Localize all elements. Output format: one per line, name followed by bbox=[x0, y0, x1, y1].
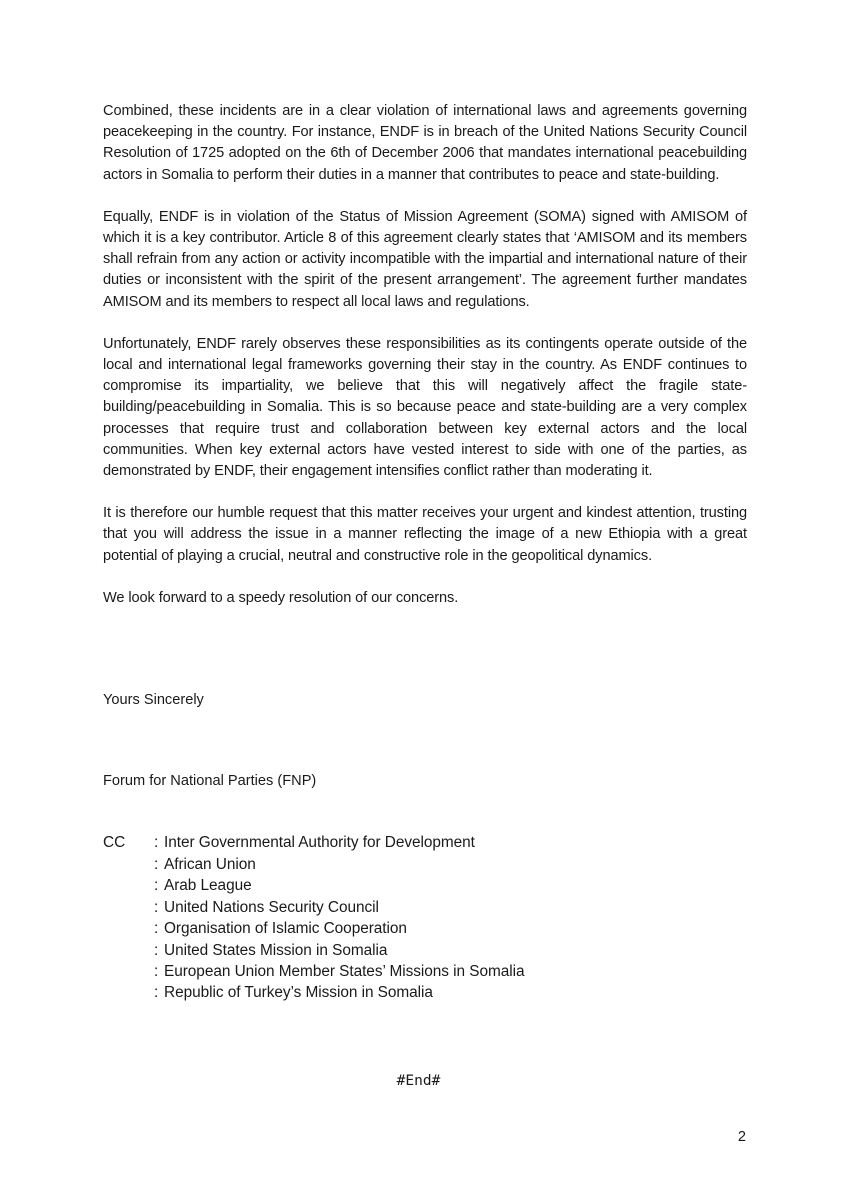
cc-colon: : bbox=[154, 962, 159, 980]
cc-row bbox=[103, 918, 747, 939]
cc-recipient: Inter Governmental Authority for Development bbox=[164, 834, 475, 852]
body-paragraph-1: Combined, these incidents are in a clear violation of international laws and agreements governing peacekeeping in the country. For instance, ENDF is in breach of the United Nations Security Council Resolution of 1725 adopted on the 6th of December 2006 that mandates international peacebuilding actors in Somalia to perform their duties in a manner that contributes to peace and state-building. bbox=[103, 103, 747, 183]
signature-spacer bbox=[103, 630, 747, 690]
cc-row bbox=[103, 854, 747, 875]
cc-row bbox=[103, 897, 747, 918]
cc-row bbox=[103, 982, 747, 1003]
cc-row bbox=[103, 875, 747, 896]
organisation-spacer bbox=[103, 711, 747, 771]
body-paragraph-5: We look forward to a speedy resolution of our concerns. bbox=[103, 589, 459, 606]
cc-row bbox=[103, 832, 747, 853]
cc-recipient: Arab League bbox=[164, 877, 252, 895]
letter-body bbox=[103, 101, 747, 1004]
cc-colon: : bbox=[154, 834, 159, 852]
cc-colon: : bbox=[154, 877, 159, 895]
body-paragraph-4: It is therefore our humble request that this matter receives your urgent and kindest attention, trusting that you will address the issue in a manner reflecting the image of a new Ethiopia with a great potential of playing a crucial, neutral and constructive role in the geopolitical dynamics. bbox=[103, 505, 747, 564]
closing-organisation: Forum for National Parties (FNP) bbox=[103, 773, 317, 790]
cc-recipient: United Nations Security Council bbox=[164, 898, 379, 916]
cc-distribution-list bbox=[103, 832, 747, 1003]
cc-recipient: Republic of Turkey’s Mission in Somalia bbox=[164, 984, 433, 1002]
cc-spacer bbox=[103, 792, 747, 832]
cc-recipient: African Union bbox=[164, 855, 256, 873]
cc-colon: : bbox=[154, 855, 159, 873]
body-paragraph-2: Equally, ENDF is in violation of the Status of Mission Agreement (SOMA) signed with AMISOM of which it is a key contributor. Article 8 of this agreement clearly states that ‘AMISOM and its members shall refrain from any action or activity incompatible with the impartial and international nature of their duties or inconsistent with the spirit of the present arrangement’. The agreement further mandates AMISOM and its members to respect all local laws and regulations. bbox=[103, 208, 747, 310]
end-of-document-marker bbox=[0, 1073, 849, 1089]
cc-colon: : bbox=[154, 941, 159, 959]
closing-salutation: Yours Sincerely bbox=[103, 692, 204, 709]
cc-row bbox=[103, 961, 747, 982]
cc-label: CC bbox=[103, 834, 126, 852]
cc-recipient: United States Mission in Somalia bbox=[164, 941, 388, 959]
page-number: 2 bbox=[737, 1129, 746, 1145]
cc-colon: : bbox=[154, 984, 159, 1002]
end-marker-text: #End# bbox=[396, 1073, 441, 1089]
body-paragraph-3: Unfortunately, ENDF rarely observes these responsibilities as its contingents operate outside of the local and international legal frameworks governing their stay in the country. As ENDF continues to compromise its impartiality, we believe that this will negatively affect the fragile state-building/peacebuilding in Somalia. This is so because peace and state-building are a very complex processes that require trust and collaboration between key external actors and the local communities. When key external actors have vested interest to side with one of the parties, as demonstrated by ENDF, their engagement intensifies conflict rather than moderating it. bbox=[103, 335, 747, 480]
cc-colon: : bbox=[154, 920, 159, 938]
cc-row bbox=[103, 940, 747, 961]
cc-recipient: European Union Member States’ Missions in Somalia bbox=[164, 962, 525, 980]
cc-recipient: Organisation of Islamic Cooperation bbox=[164, 920, 407, 938]
cc-colon: : bbox=[154, 898, 159, 916]
